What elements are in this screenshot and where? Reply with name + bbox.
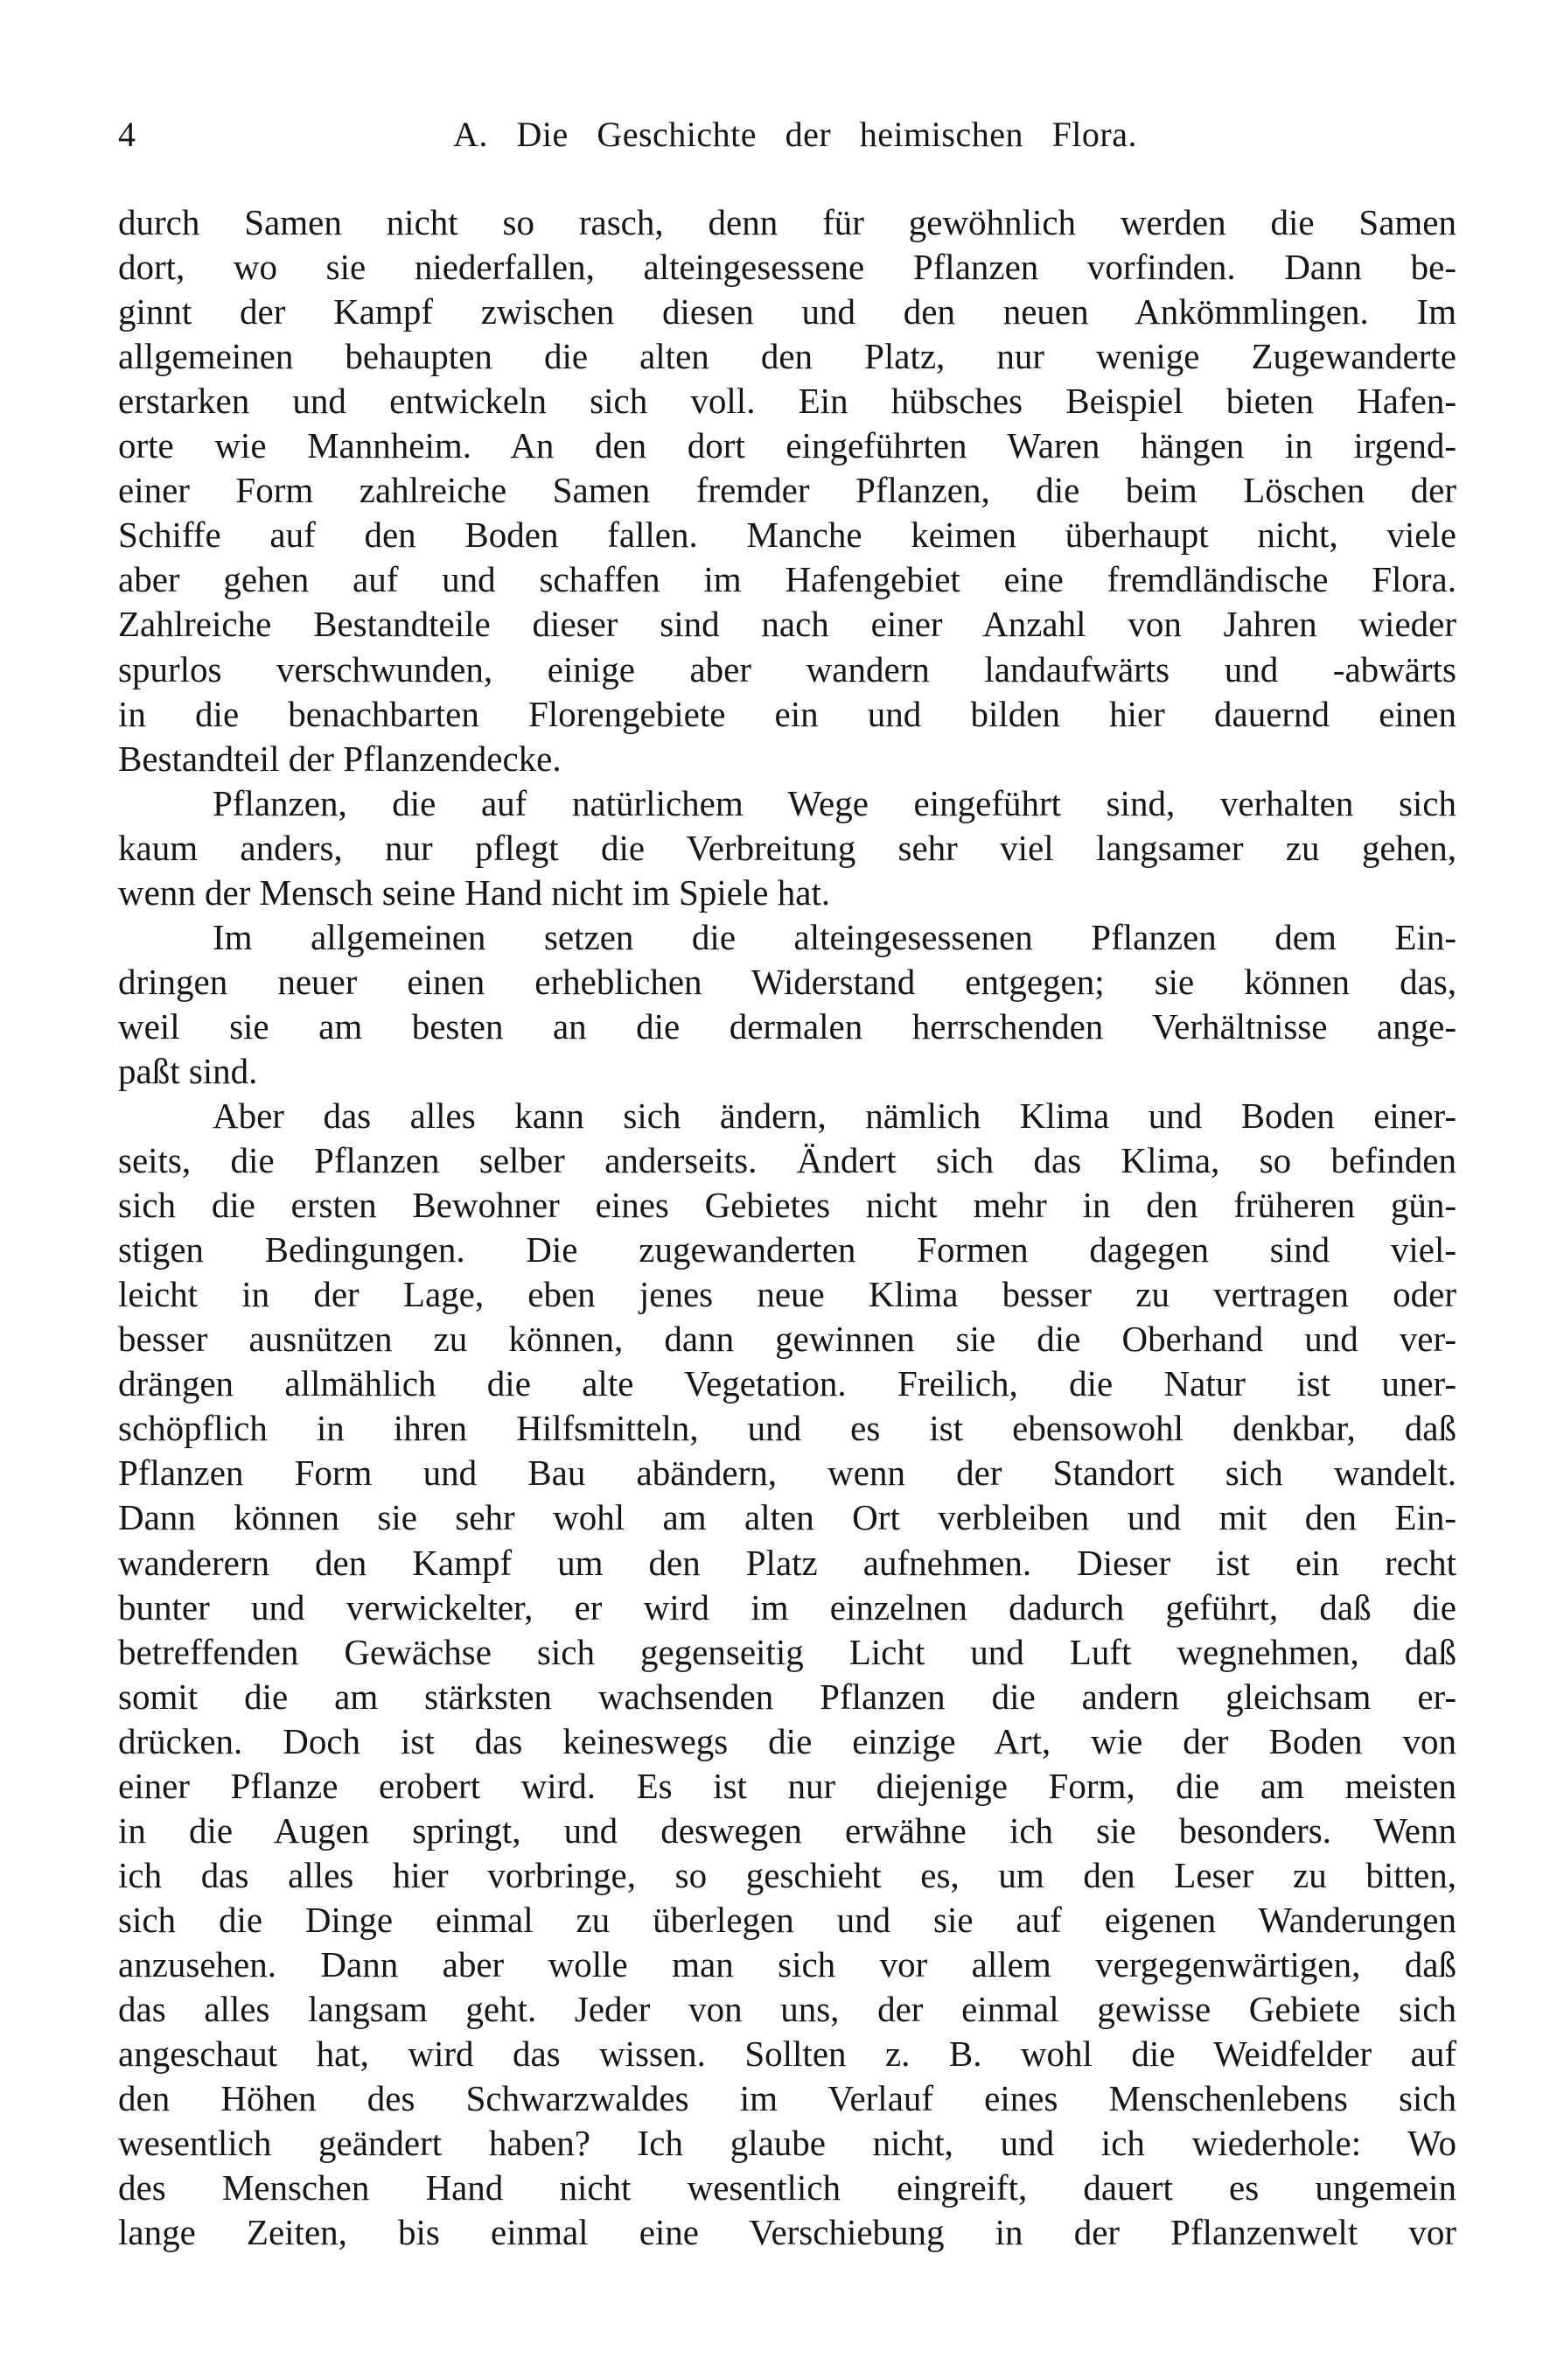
text-line-content: drücken. Doch ist das keineswegs die einzige Art, wie der Boden von xyxy=(118,1720,1456,1761)
text-line-content: ich das alles hier vorbringe, so geschieht es, um den Leser zu bitten, xyxy=(118,1854,1456,1895)
text-line-content: den Höhen des Schwarzwaldes im Verlauf eines Menschenlebens sich xyxy=(118,2078,1456,2119)
text-line-content: sich die ersten Bewohner eines Gebietes nicht mehr in den früheren gün- xyxy=(118,1185,1456,1226)
text-line xyxy=(118,1942,1456,1987)
text-line-content: seits, die Pflanzen selber anderseits. Ändert sich das Klima, so befinden xyxy=(118,1140,1456,1181)
text-line xyxy=(118,1852,1456,1898)
text-line xyxy=(118,1138,1456,1183)
text-line xyxy=(213,914,1456,960)
text-line xyxy=(118,556,1456,602)
text-line-content: wanderern den Kampf um den Platz aufnehmen. Dieser ist ein recht xyxy=(118,1542,1456,1583)
text-line-content: allgemeinen behaupten die alten den Platz, nur wenige Zugewanderte xyxy=(118,336,1456,377)
text-line-content: lange Zeiten, bis einmal eine Verschiebung in der Pflanzenwelt vor xyxy=(118,2212,1456,2253)
text-line xyxy=(118,1763,1456,1809)
text-line xyxy=(118,691,1456,737)
text-line-content: besser ausnützen zu können, dann gewinnen sie die Oberhand und ver- xyxy=(118,1319,1456,1360)
text-line xyxy=(118,378,1456,424)
text-line-content: einer Form zahlreiche Samen fremder Pflanzen, die beim Löschen der xyxy=(118,470,1456,511)
text-line-content: das alles langsam geht. Jeder von uns, der einmal gewisse Gebiete sich xyxy=(118,1989,1456,2029)
text-line xyxy=(118,512,1456,557)
text-line xyxy=(118,1405,1456,1451)
text-line-content: stigen Bedingungen. Die zugewanderten Formen dagegen sind viel- xyxy=(118,1229,1456,1270)
text-line xyxy=(118,1316,1456,1362)
text-line-content: einer Pflanze erobert wird. Es ist nur diejenige Form, die am meisten xyxy=(118,1765,1456,1806)
text-line-content: ginnt der Kampf zwischen diesen und den neuen Ankömmlingen. Im xyxy=(118,291,1456,332)
text-line xyxy=(118,1227,1456,1272)
text-line xyxy=(118,200,1456,245)
text-line xyxy=(118,1450,1456,1495)
text-line-content: Dann können sie sehr wohl am alten Ort verbleiben und mit den Ein- xyxy=(118,1497,1456,1538)
text-line xyxy=(118,1540,1456,1586)
text-line-content: wenn der Mensch seine Hand nicht im Spiele hat. xyxy=(118,872,831,913)
text-line xyxy=(118,1897,1456,1942)
text-line-content: sich die Dinge einmal zu überlegen und sie auf eigenen Wanderungen xyxy=(118,1899,1456,1940)
text-line-content: in die Augen springt, und deswegen erwähne ich sie besonders. Wenn xyxy=(118,1810,1456,1851)
text-line-content: orte wie Mannheim. An den dort eingeführten Waren hängen in irgend- xyxy=(118,425,1456,466)
text-line xyxy=(213,1093,1456,1138)
text-line-content: somit die am stärksten wachsenden Pflanzen die andern gleichsam er- xyxy=(118,1676,1456,1717)
text-line xyxy=(118,959,1456,1004)
text-line xyxy=(118,601,1456,647)
text-line xyxy=(118,244,1456,290)
text-line-content: erstarken und entwickeln sich voll. Ein hübsches Beispiel bieten Hafen- xyxy=(118,381,1456,422)
text-line-content: leicht in der Lage, eben jenes neue Klima besser zu vertragen oder xyxy=(118,1274,1456,1315)
text-line-content: Pflanzen, die auf natürlichem Wege eingeführt sind, verhalten sich xyxy=(213,782,1456,823)
text-line-content: weil sie am besten an die dermalen herrschenden Verhältnisse ange- xyxy=(118,1005,1456,1046)
text-line-content: schöpflich in ihren Hilfsmitteln, und es ist ebensowohl denkbar, daß xyxy=(118,1408,1456,1449)
running-title: A. Die Geschichte der heimischen Flora. xyxy=(453,115,1137,154)
text-line-content: aber gehen auf und schaffen im Hafengebiet eine fremdländische Flora. xyxy=(118,559,1456,600)
text-line-content: Pflanzen Form und Bau abändern, wenn der Standort sich wandelt. xyxy=(118,1452,1456,1494)
text-line xyxy=(118,333,1456,379)
text-line-content: durch Samen nicht so rasch, denn für gewöhnlich werden die Samen xyxy=(118,202,1456,242)
text-line xyxy=(118,1182,1456,1228)
text-line-content: dringen neuer einen erheblichen Widerstand entgegen; sie können das, xyxy=(118,961,1456,1002)
text-line xyxy=(118,1718,1456,1764)
text-line-content: anzusehen. Dann aber wolle man sich vor allem vergegenwärtigen, daß xyxy=(118,1943,1456,1984)
text-line-content: in die benachbarten Florengebiete ein und bilden hier dauernd einen xyxy=(118,693,1456,734)
text-line-content: betreffenden Gewächse sich gegenseitig Licht und Luft wegnehmen, daß xyxy=(118,1631,1456,1672)
text-line xyxy=(118,736,1456,781)
text-line-content: wesentlich geändert haben? Ich glaube nicht, und ich wiederhole: Wo xyxy=(118,2123,1456,2164)
text-line-content: bunter und verwickelter, er wird im einzelnen dadurch geführt, daß die xyxy=(118,1586,1456,1628)
text-line xyxy=(118,467,1456,513)
text-line xyxy=(118,1585,1456,1630)
text-line xyxy=(118,2165,1456,2210)
text-line-content: Bestandteil der Pflanzendecke. xyxy=(118,738,562,779)
text-line xyxy=(118,1048,1456,1094)
text-line-content: kaum anders, nur pflegt die Verbreitung sehr viel langsamer zu gehen, xyxy=(118,827,1456,868)
text-line xyxy=(118,423,1456,468)
text-line-content: dort, wo sie niederfallen, alteingesessene Pflanzen vorfinden. Dann be- xyxy=(118,247,1456,288)
text-line-content: angeschaut hat, wird das wissen. Sollten z. B. wohl die Weidfelder auf xyxy=(118,2034,1456,2075)
text-line xyxy=(213,780,1456,826)
text-line xyxy=(118,2209,1456,2255)
text-line-content: Aber das alles kann sich ändern, nämlich Klima und Boden einer- xyxy=(213,1096,1456,1136)
text-line xyxy=(118,2031,1456,2076)
text-line xyxy=(118,289,1456,334)
text-line xyxy=(118,2120,1456,2166)
text-line xyxy=(118,1674,1456,1719)
text-line-content: paßt sind. xyxy=(118,1050,258,1091)
text-line xyxy=(118,1004,1456,1049)
page-number: 4 xyxy=(118,115,136,154)
text-line xyxy=(118,2076,1456,2121)
text-line-content: des Menschen Hand nicht wesentlich eingreift, dauert es ungemein xyxy=(118,2167,1456,2208)
text-line-content: drängen allmählich die alte Vegetation. Freilich, die Natur ist uner- xyxy=(118,1363,1456,1404)
text-line xyxy=(118,870,1456,915)
text-line xyxy=(118,1808,1456,1853)
text-line xyxy=(118,825,1456,871)
text-line xyxy=(118,1361,1456,1406)
text-line-content: Zahlreiche Bestandteile dieser sind nach einer Anzahl von Jahren wieder xyxy=(118,604,1456,645)
text-line xyxy=(118,1494,1456,1540)
text-line-content: Im allgemeinen setzen die alteingesessenen Pflanzen dem Ein- xyxy=(213,916,1456,957)
text-line-content: Schiffe auf den Boden fallen. Manche keimen überhaupt nicht, viele xyxy=(118,514,1456,556)
text-line xyxy=(118,1271,1456,1317)
text-line xyxy=(118,1986,1456,2032)
text-line-content: spurlos verschwunden, einige aber wandern landaufwärts und -abwärts xyxy=(118,648,1456,690)
text-line xyxy=(118,647,1456,692)
text-line xyxy=(118,1629,1456,1675)
